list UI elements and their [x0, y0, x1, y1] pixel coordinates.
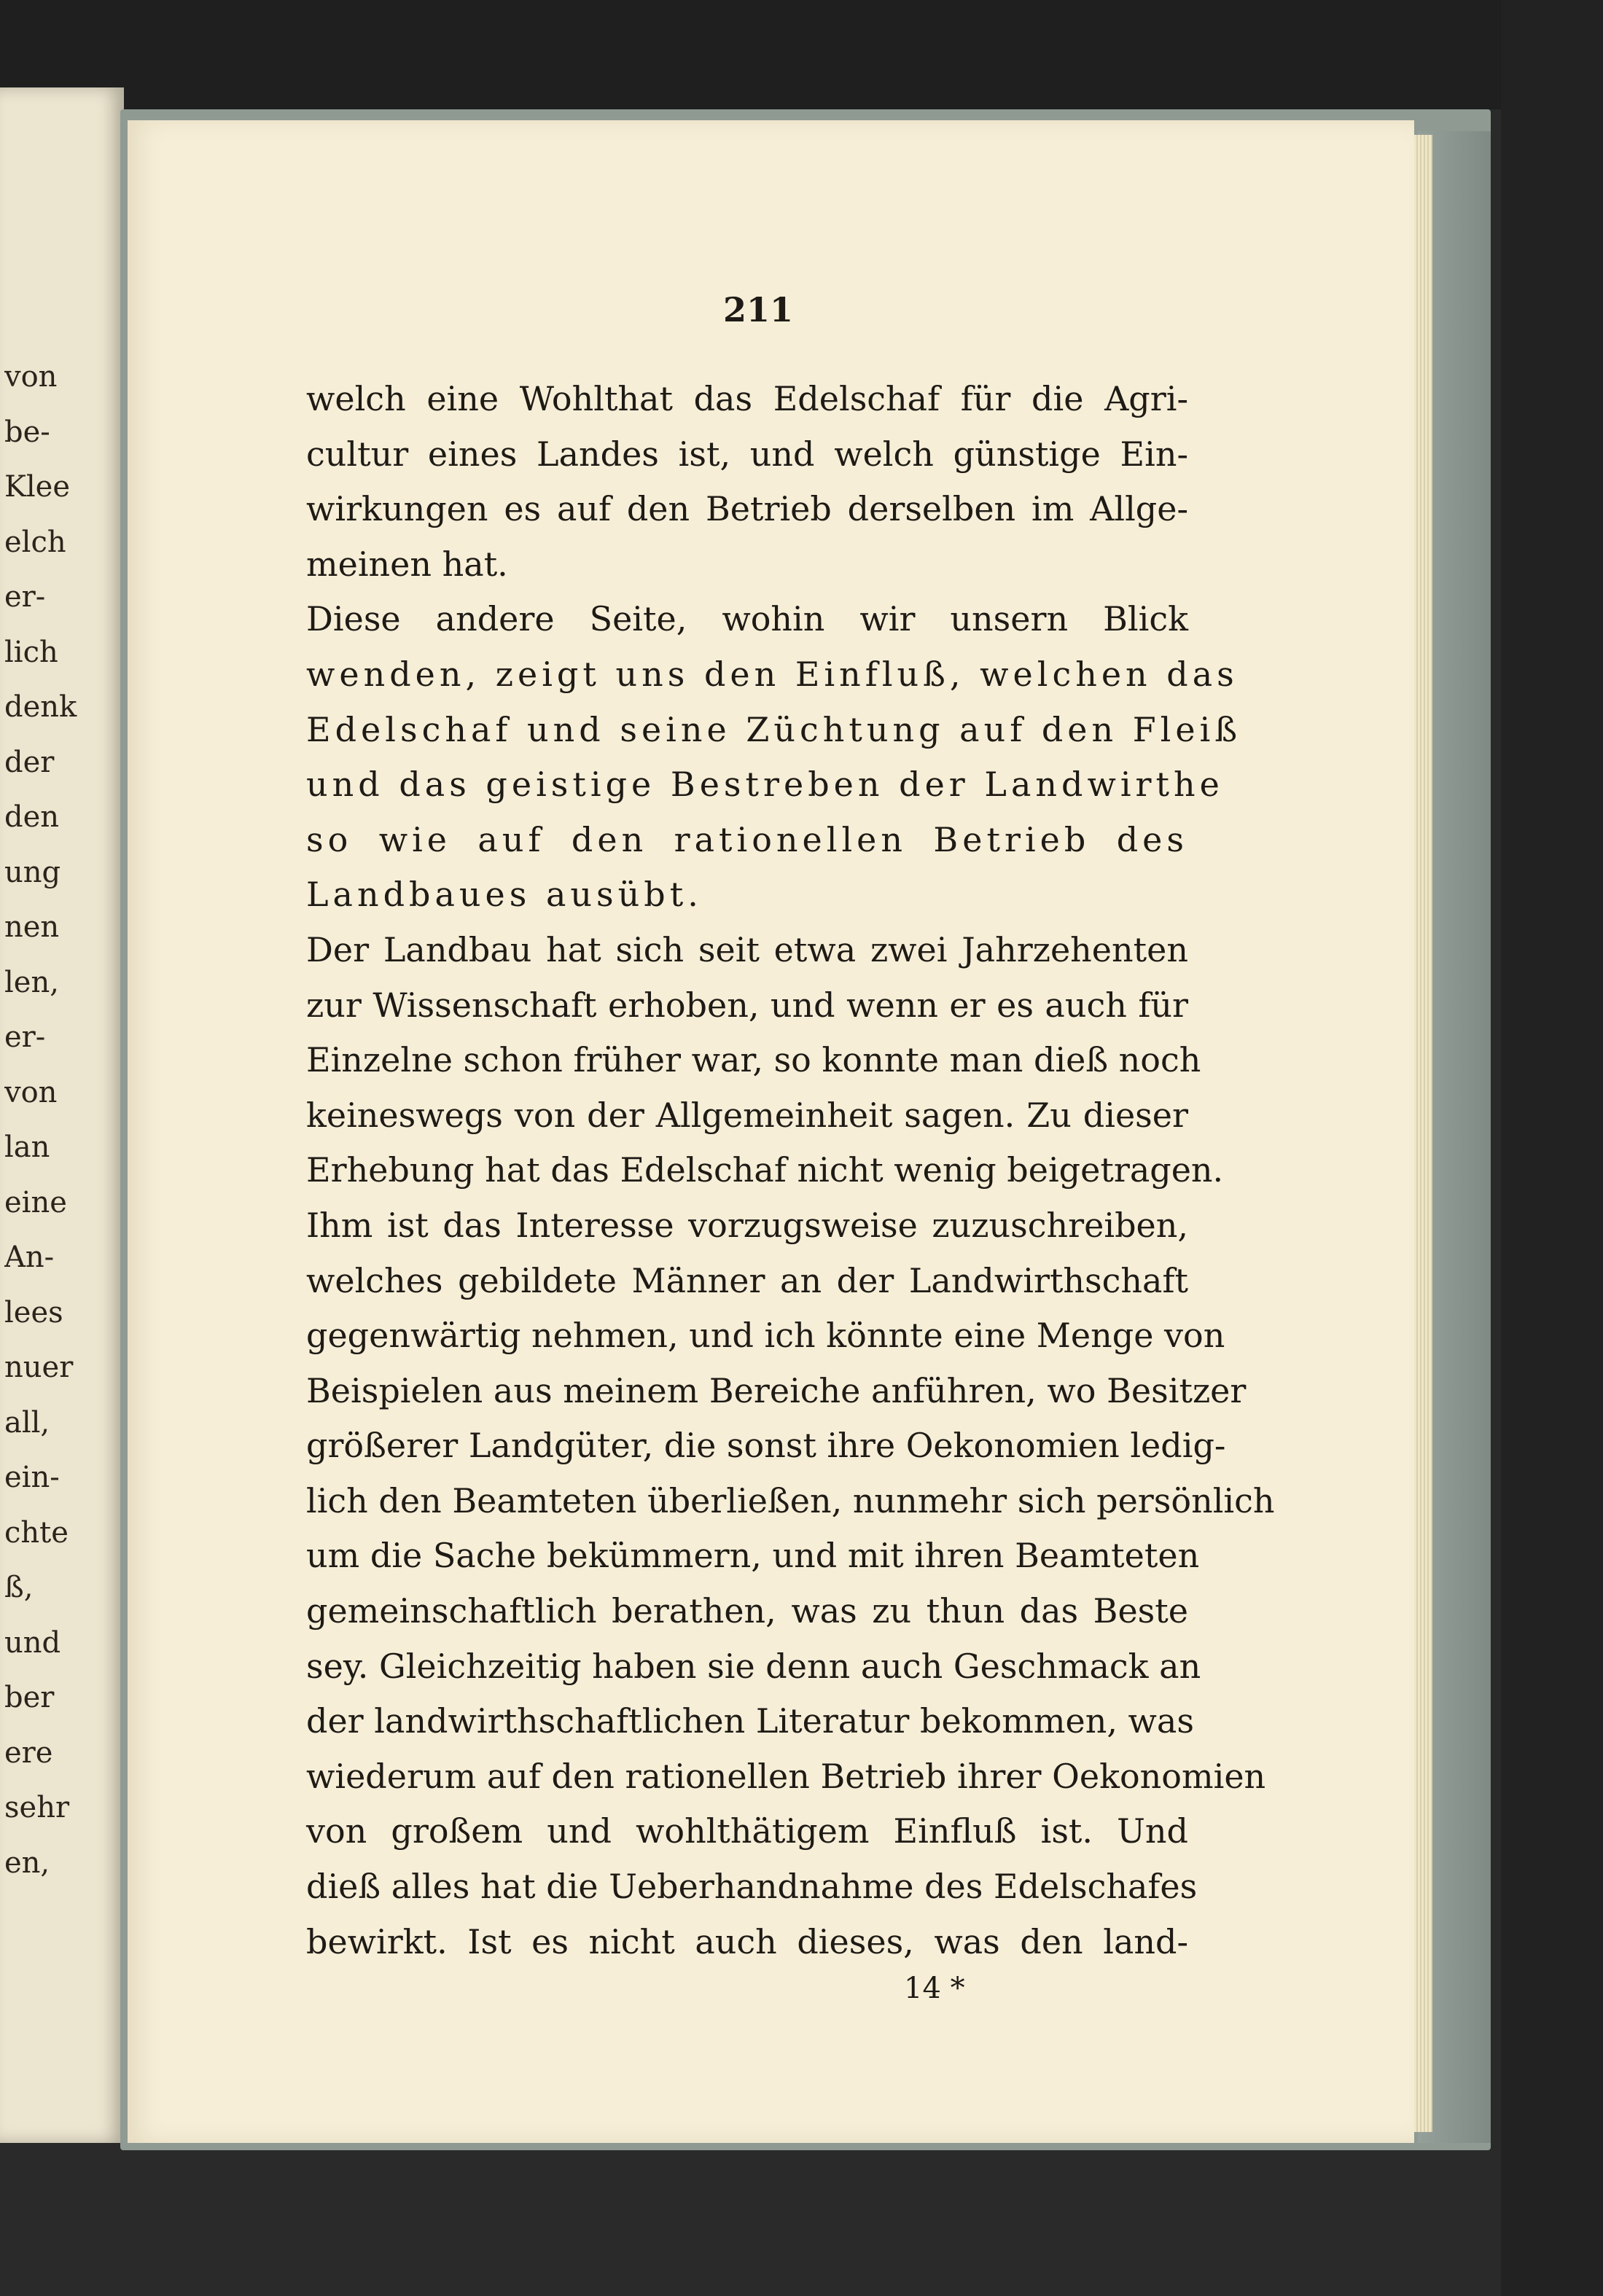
text-line: Edelschaf und seine Züchtung auf den Fleiß — [306, 709, 1242, 749]
fragment: ung — [4, 855, 61, 889]
previous-page-text-fragments — [4, 350, 114, 1891]
fragment: lees — [4, 1295, 63, 1329]
fragment: be- — [4, 415, 50, 449]
fragment: en, — [4, 1846, 50, 1880]
text-line: Der Landbau hat sich seit etwa zwei Jahrzehenten — [306, 929, 1188, 969]
text-line: sey. Gleichzeitig haben sie denn auch Geschmack an — [306, 1646, 1201, 1686]
dark-background-top — [0, 0, 1603, 109]
text-line: Beispielen aus meinem Bereiche anführen, wo Besitzer — [306, 1370, 1247, 1410]
fragment: ein- — [4, 1461, 60, 1494]
text-line: dieß alles hat die Ueberhandnahme des Edelschafes — [306, 1867, 1198, 1907]
text-line: um die Sache bekümmern, und mit ihren Beamteten — [306, 1536, 1200, 1576]
signature-mark: 14 * — [904, 1972, 965, 2005]
fragment: denk — [4, 690, 77, 724]
fragment: den — [4, 800, 60, 834]
text-line: Ihm ist das Interesse vorzugsweise zuzuschreiben, — [306, 1205, 1188, 1245]
fragment: Klee — [4, 470, 71, 504]
text-line: größerer Landgüter, die sonst ihre Oekonomien ledig- — [306, 1426, 1226, 1466]
fragment: von — [4, 1075, 58, 1109]
text-line: welches gebildete Männer an der Landwirthschaft — [306, 1260, 1188, 1300]
dark-background-right — [1501, 0, 1603, 2296]
text-line: Erhebung hat das Edelschaf nicht wenig beigetragen. — [306, 1150, 1224, 1190]
fragment: eine — [4, 1185, 67, 1219]
text-line: so wie auf den rationellen Betrieb des — [306, 819, 1188, 859]
text-line: bewirkt. Ist es nicht auch dieses, was den land- — [306, 1921, 1188, 1961]
text-line: wenden, zeigt uns den Einfluß, welchen das — [306, 654, 1239, 694]
fragment: lan — [4, 1131, 50, 1164]
page-body-text — [306, 372, 1275, 1969]
fragment: chte — [4, 1515, 69, 1550]
text-line: keineswegs von der Allgemeinheit sagen. Zu dieser — [306, 1095, 1188, 1135]
fragment: nen — [4, 910, 60, 944]
text-line: zur Wissenschaft erhoben, und wenn er es auch für — [306, 985, 1188, 1025]
text-line: welch eine Wohlthat das Edelschaf für die Agri- — [306, 379, 1188, 418]
fragment: len, — [4, 965, 59, 999]
page-number: 211 — [722, 290, 794, 329]
fragment: ere — [4, 1735, 53, 1770]
fragment: sehr — [4, 1791, 70, 1824]
fragment: er- — [4, 580, 46, 614]
text-line: Einzelne schon früher war, so konnte man dieß noch — [306, 1040, 1201, 1080]
text-line: und das geistige Bestreben der Landwirthe — [306, 765, 1224, 805]
text-line: lich den Beamteten überließen, nunmehr sich persönlich — [306, 1480, 1275, 1520]
text-line: der landwirthschaftlichen Literatur bekommen, was — [306, 1701, 1194, 1741]
fragment: von — [4, 360, 58, 394]
text-line: Diese andere Seite, wohin wir unsern Blick — [306, 599, 1188, 639]
fragment: ß, — [4, 1571, 34, 1604]
text-line: meinen hat. — [306, 544, 508, 584]
previous-page — [0, 87, 124, 2143]
fragment: An- — [4, 1241, 55, 1274]
text-line: wiederum auf den rationellen Betrieb ihrer Oekonomien — [306, 1756, 1266, 1796]
text-line: gemeinschaftlich berathen, was zu thun das Beste — [306, 1591, 1188, 1631]
text-line: von großem und wohlthätigem Einfluß ist. Und — [306, 1811, 1188, 1851]
fragment: elch — [4, 525, 66, 559]
fragment: der — [4, 745, 55, 779]
fragment: ber — [4, 1681, 55, 1714]
text-line: Landbaues ausübt. — [306, 875, 703, 915]
text-line: gegenwärtig nehmen, und ich könnte eine Menge von — [306, 1316, 1225, 1356]
fragment: lich — [4, 635, 58, 669]
fragment: er- — [4, 1020, 46, 1054]
fragment: nuer — [4, 1351, 74, 1384]
fragment: und — [4, 1625, 61, 1660]
fragment: all, — [4, 1405, 50, 1440]
text-line: cultur eines Landes ist, und welch günstige Ein- — [306, 434, 1188, 474]
text-line: wirkungen es auf den Betrieb derselben im Allge- — [306, 489, 1188, 529]
